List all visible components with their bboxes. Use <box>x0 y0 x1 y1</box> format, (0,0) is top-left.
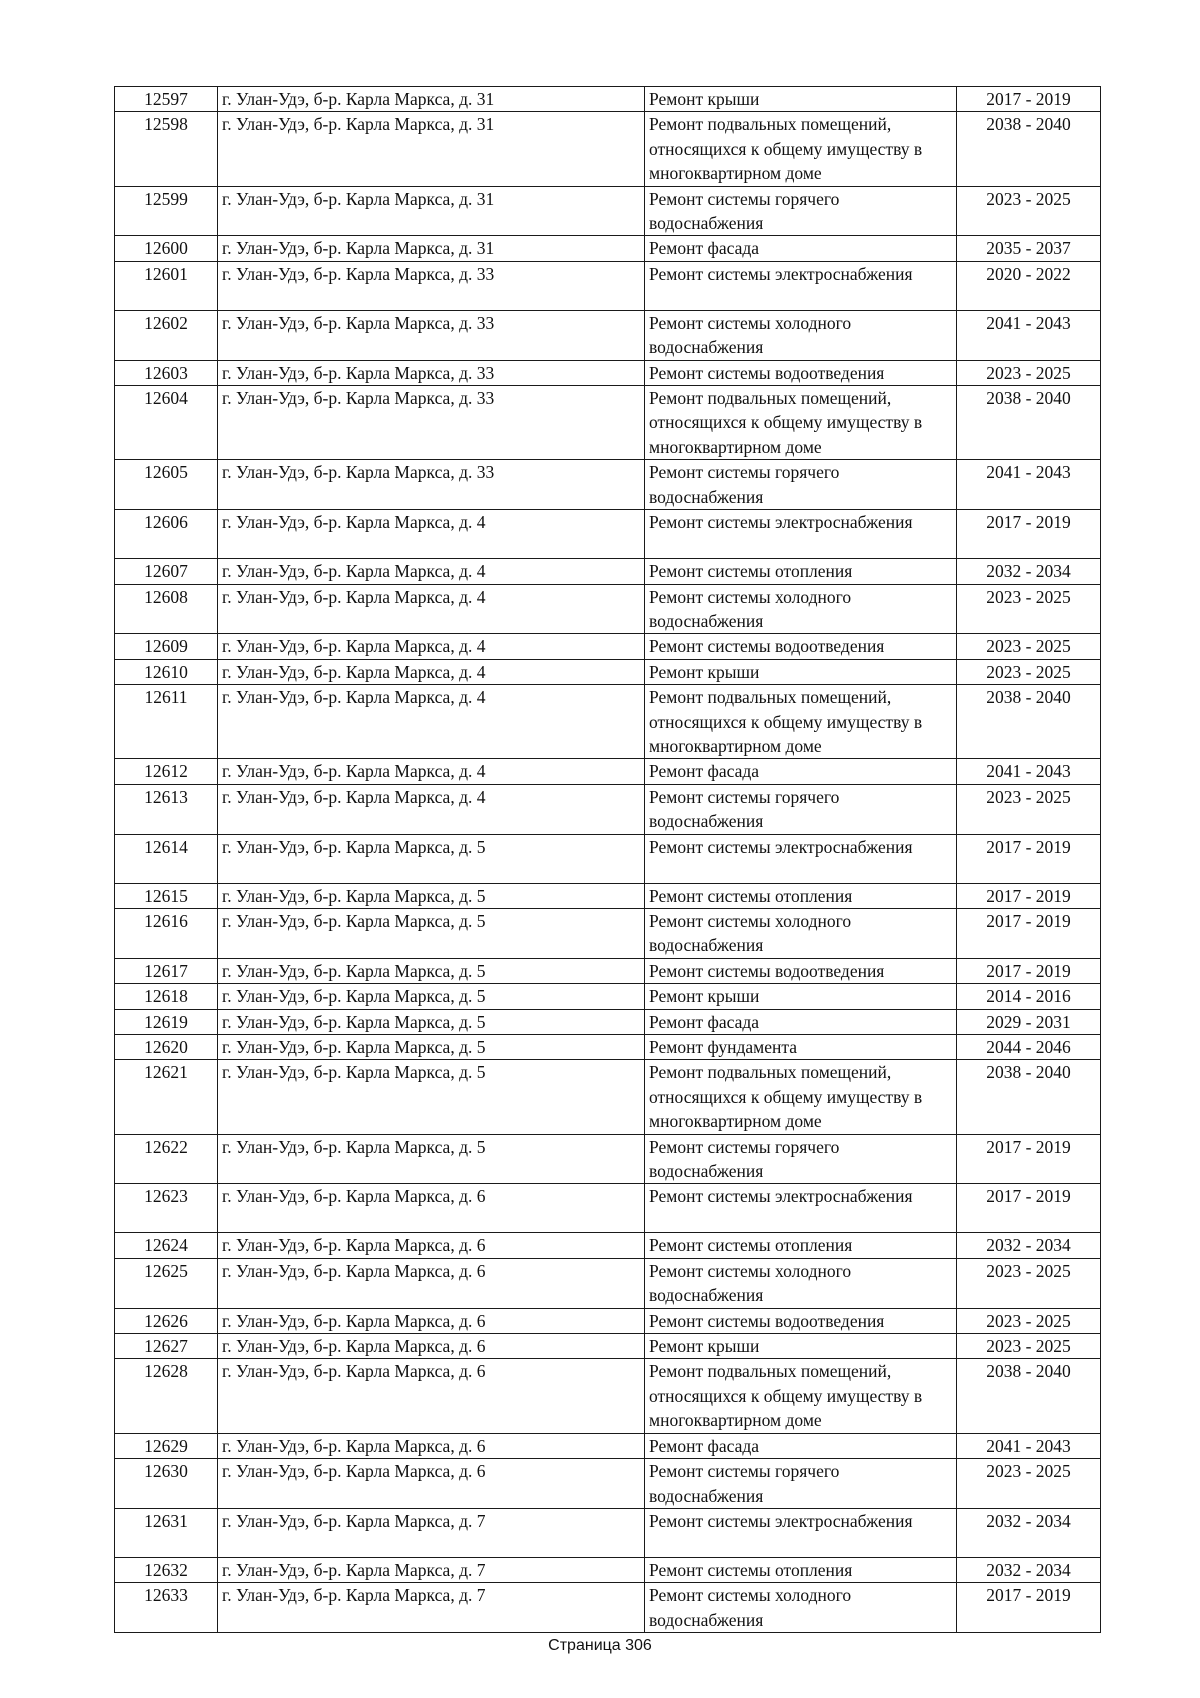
row-number-cell: 12633 <box>115 1583 218 1633</box>
row-number-cell: 12610 <box>115 659 218 684</box>
table-row <box>115 87 1101 112</box>
address-cell: г. Улан-Удэ, б-р. Карла Маркса, д. 6 <box>218 1308 645 1333</box>
row-number-cell: 12598 <box>115 112 218 186</box>
table-row <box>115 559 1101 584</box>
period-cell: 2023 - 2025 <box>957 360 1101 385</box>
period-cell: 2038 - 2040 <box>957 685 1101 759</box>
work-type-cell: Ремонт фундамента <box>645 1035 957 1060</box>
period-cell: 2020 - 2022 <box>957 261 1101 310</box>
row-number-cell: 12627 <box>115 1334 218 1359</box>
address-cell: г. Улан-Удэ, б-р. Карла Маркса, д. 5 <box>218 908 645 958</box>
work-type-cell: Ремонт системы холодного водоснабжения <box>645 584 957 634</box>
table-row <box>115 1060 1101 1134</box>
address-cell: г. Улан-Удэ, б-р. Карла Маркса, д. 6 <box>218 1184 645 1233</box>
work-type-cell: Ремонт крыши <box>645 87 957 112</box>
period-cell: 2038 - 2040 <box>957 386 1101 460</box>
address-cell: г. Улан-Удэ, б-р. Карла Маркса, д. 4 <box>218 759 645 784</box>
address-cell: г. Улан-Удэ, б-р. Карла Маркса, д. 31 <box>218 236 645 261</box>
table-row <box>115 1583 1101 1633</box>
row-number-cell: 12606 <box>115 510 218 559</box>
table-row <box>115 908 1101 958</box>
period-cell: 2023 - 2025 <box>957 186 1101 236</box>
row-number-cell: 12605 <box>115 460 218 510</box>
row-number-cell: 12600 <box>115 236 218 261</box>
address-cell: г. Улан-Удэ, б-р. Карла Маркса, д. 5 <box>218 958 645 983</box>
period-cell: 2023 - 2025 <box>957 584 1101 634</box>
table-row <box>115 1184 1101 1233</box>
row-number-cell: 12614 <box>115 834 218 883</box>
period-cell: 2023 - 2025 <box>957 659 1101 684</box>
table-row <box>115 1009 1101 1034</box>
period-cell: 2023 - 2025 <box>957 634 1101 659</box>
period-cell: 2041 - 2043 <box>957 759 1101 784</box>
row-number-cell: 12607 <box>115 559 218 584</box>
period-cell: 2032 - 2034 <box>957 1233 1101 1258</box>
row-number-cell: 12626 <box>115 1308 218 1333</box>
work-type-cell: Ремонт системы холодного водоснабжения <box>645 908 957 958</box>
address-cell: г. Улан-Удэ, б-р. Карла Маркса, д. 4 <box>218 659 645 684</box>
table-row <box>115 784 1101 834</box>
period-cell: 2017 - 2019 <box>957 908 1101 958</box>
table-row <box>115 1557 1101 1582</box>
address-cell: г. Улан-Удэ, б-р. Карла Маркса, д. 31 <box>218 87 645 112</box>
table-row <box>115 1459 1101 1509</box>
work-type-cell: Ремонт подвальных помещений, относящихся к общему имуществу в многоквартирном доме <box>645 1359 957 1433</box>
table-row <box>115 186 1101 236</box>
table-row <box>115 584 1101 634</box>
address-cell: г. Улан-Удэ, б-р. Карла Маркса, д. 4 <box>218 685 645 759</box>
table-row <box>115 659 1101 684</box>
table-row <box>115 1508 1101 1557</box>
period-cell: 2014 - 2016 <box>957 984 1101 1009</box>
work-type-cell: Ремонт системы горячего водоснабжения <box>645 784 957 834</box>
work-type-cell: Ремонт системы электроснабжения <box>645 261 957 310</box>
address-cell: г. Улан-Удэ, б-р. Карла Маркса, д. 5 <box>218 1035 645 1060</box>
table-row <box>115 360 1101 385</box>
document-page <box>114 86 1100 1633</box>
work-type-cell: Ремонт системы отопления <box>645 883 957 908</box>
address-cell: г. Улан-Удэ, б-р. Карла Маркса, д. 6 <box>218 1258 645 1308</box>
row-number-cell: 12609 <box>115 634 218 659</box>
table-row <box>115 1308 1101 1333</box>
table-row <box>115 834 1101 883</box>
row-number-cell: 12622 <box>115 1134 218 1184</box>
row-number-cell: 12630 <box>115 1459 218 1509</box>
period-cell: 2017 - 2019 <box>957 883 1101 908</box>
repair-schedule-table <box>114 86 1101 1633</box>
row-number-cell: 12620 <box>115 1035 218 1060</box>
row-number-cell: 12615 <box>115 883 218 908</box>
period-cell: 2017 - 2019 <box>957 958 1101 983</box>
address-cell: г. Улан-Удэ, б-р. Карла Маркса, д. 31 <box>218 186 645 236</box>
table-row <box>115 634 1101 659</box>
row-number-cell: 12599 <box>115 186 218 236</box>
table-body <box>115 87 1101 1633</box>
work-type-cell: Ремонт крыши <box>645 1334 957 1359</box>
work-type-cell: Ремонт системы электроснабжения <box>645 510 957 559</box>
table-row <box>115 261 1101 310</box>
table-row <box>115 460 1101 510</box>
period-cell: 2041 - 2043 <box>957 310 1101 360</box>
work-type-cell: Ремонт подвальных помещений, относящихся к общему имуществу в многоквартирном доме <box>645 386 957 460</box>
period-cell: 2041 - 2043 <box>957 460 1101 510</box>
address-cell: г. Улан-Удэ, б-р. Карла Маркса, д. 4 <box>218 510 645 559</box>
address-cell: г. Улан-Удэ, б-р. Карла Маркса, д. 7 <box>218 1583 645 1633</box>
table-row <box>115 1233 1101 1258</box>
row-number-cell: 12608 <box>115 584 218 634</box>
period-cell: 2023 - 2025 <box>957 1308 1101 1333</box>
row-number-cell: 12604 <box>115 386 218 460</box>
table-row <box>115 510 1101 559</box>
period-cell: 2023 - 2025 <box>957 1258 1101 1308</box>
row-number-cell: 12629 <box>115 1433 218 1458</box>
period-cell: 2017 - 2019 <box>957 1184 1101 1233</box>
row-number-cell: 12612 <box>115 759 218 784</box>
row-number-cell: 12619 <box>115 1009 218 1034</box>
work-type-cell: Ремонт системы холодного водоснабжения <box>645 1258 957 1308</box>
address-cell: г. Улан-Удэ, б-р. Карла Маркса, д. 33 <box>218 360 645 385</box>
work-type-cell: Ремонт подвальных помещений, относящихся к общему имуществу в многоквартирном доме <box>645 685 957 759</box>
work-type-cell: Ремонт системы горячего водоснабжения <box>645 186 957 236</box>
table-row <box>115 1134 1101 1184</box>
work-type-cell: Ремонт фасада <box>645 236 957 261</box>
address-cell: г. Улан-Удэ, б-р. Карла Маркса, д. 4 <box>218 584 645 634</box>
table-row <box>115 112 1101 186</box>
period-cell: 2044 - 2046 <box>957 1035 1101 1060</box>
table-row <box>115 958 1101 983</box>
work-type-cell: Ремонт системы электроснабжения <box>645 1184 957 1233</box>
address-cell: г. Улан-Удэ, б-р. Карла Маркса, д. 6 <box>218 1433 645 1458</box>
table-row <box>115 1359 1101 1433</box>
row-number-cell: 12603 <box>115 360 218 385</box>
period-cell: 2017 - 2019 <box>957 87 1101 112</box>
period-cell: 2029 - 2031 <box>957 1009 1101 1034</box>
row-number-cell: 12631 <box>115 1508 218 1557</box>
address-cell: г. Улан-Удэ, б-р. Карла Маркса, д. 5 <box>218 883 645 908</box>
period-cell: 2023 - 2025 <box>957 1334 1101 1359</box>
address-cell: г. Улан-Удэ, б-р. Карла Маркса, д. 33 <box>218 261 645 310</box>
period-cell: 2032 - 2034 <box>957 1557 1101 1582</box>
work-type-cell: Ремонт крыши <box>645 984 957 1009</box>
row-number-cell: 12632 <box>115 1557 218 1582</box>
address-cell: г. Улан-Удэ, б-р. Карла Маркса, д. 33 <box>218 310 645 360</box>
work-type-cell: Ремонт системы холодного водоснабжения <box>645 1583 957 1633</box>
period-cell: 2038 - 2040 <box>957 112 1101 186</box>
address-cell: г. Улан-Удэ, б-р. Карла Маркса, д. 4 <box>218 634 645 659</box>
table-row <box>115 759 1101 784</box>
period-cell: 2038 - 2040 <box>957 1359 1101 1433</box>
period-cell: 2017 - 2019 <box>957 834 1101 883</box>
work-type-cell: Ремонт системы холодного водоснабжения <box>645 310 957 360</box>
period-cell: 2038 - 2040 <box>957 1060 1101 1134</box>
period-cell: 2017 - 2019 <box>957 1134 1101 1184</box>
work-type-cell: Ремонт системы горячего водоснабжения <box>645 460 957 510</box>
work-type-cell: Ремонт системы водоотведения <box>645 1308 957 1333</box>
address-cell: г. Улан-Удэ, б-р. Карла Маркса, д. 6 <box>218 1459 645 1509</box>
work-type-cell: Ремонт фасада <box>645 1009 957 1034</box>
address-cell: г. Улан-Удэ, б-р. Карла Маркса, д. 5 <box>218 984 645 1009</box>
work-type-cell: Ремонт крыши <box>645 659 957 684</box>
period-cell: 2035 - 2037 <box>957 236 1101 261</box>
address-cell: г. Улан-Удэ, б-р. Карла Маркса, д. 7 <box>218 1557 645 1582</box>
address-cell: г. Улан-Удэ, б-р. Карла Маркса, д. 5 <box>218 1060 645 1134</box>
work-type-cell: Ремонт фасада <box>645 1433 957 1458</box>
work-type-cell: Ремонт подвальных помещений, относящихся к общему имуществу в многоквартирном доме <box>645 1060 957 1134</box>
address-cell: г. Улан-Удэ, б-р. Карла Маркса, д. 4 <box>218 784 645 834</box>
address-cell: г. Улан-Удэ, б-р. Карла Маркса, д. 31 <box>218 112 645 186</box>
work-type-cell: Ремонт системы горячего водоснабжения <box>645 1134 957 1184</box>
row-number-cell: 12628 <box>115 1359 218 1433</box>
work-type-cell: Ремонт подвальных помещений, относящихся к общему имуществу в многоквартирном доме <box>645 112 957 186</box>
table-row <box>115 386 1101 460</box>
work-type-cell: Ремонт системы отопления <box>645 1557 957 1582</box>
row-number-cell: 12625 <box>115 1258 218 1308</box>
period-cell: 2032 - 2034 <box>957 1508 1101 1557</box>
work-type-cell: Ремонт системы водоотведения <box>645 360 957 385</box>
row-number-cell: 12597 <box>115 87 218 112</box>
work-type-cell: Ремонт системы электроснабжения <box>645 1508 957 1557</box>
period-cell: 2023 - 2025 <box>957 1459 1101 1509</box>
work-type-cell: Ремонт системы электроснабжения <box>645 834 957 883</box>
table-row <box>115 984 1101 1009</box>
row-number-cell: 12617 <box>115 958 218 983</box>
table-row <box>115 883 1101 908</box>
table-row <box>115 236 1101 261</box>
work-type-cell: Ремонт системы водоотведения <box>645 634 957 659</box>
page-number: Страница 306 <box>548 1637 652 1654</box>
table-row <box>115 1035 1101 1060</box>
table-row <box>115 685 1101 759</box>
address-cell: г. Улан-Удэ, б-р. Карла Маркса, д. 7 <box>218 1508 645 1557</box>
address-cell: г. Улан-Удэ, б-р. Карла Маркса, д. 4 <box>218 559 645 584</box>
address-cell: г. Улан-Удэ, б-р. Карла Маркса, д. 33 <box>218 460 645 510</box>
address-cell: г. Улан-Удэ, б-р. Карла Маркса, д. 5 <box>218 1009 645 1034</box>
address-cell: г. Улан-Удэ, б-р. Карла Маркса, д. 33 <box>218 386 645 460</box>
work-type-cell: Ремонт системы водоотведения <box>645 958 957 983</box>
row-number-cell: 12601 <box>115 261 218 310</box>
work-type-cell: Ремонт системы отопления <box>645 1233 957 1258</box>
row-number-cell: 12602 <box>115 310 218 360</box>
address-cell: г. Улан-Удэ, б-р. Карла Маркса, д. 6 <box>218 1359 645 1433</box>
address-cell: г. Улан-Удэ, б-р. Карла Маркса, д. 6 <box>218 1233 645 1258</box>
period-cell: 2041 - 2043 <box>957 1433 1101 1458</box>
table-row <box>115 1433 1101 1458</box>
work-type-cell: Ремонт фасада <box>645 759 957 784</box>
row-number-cell: 12623 <box>115 1184 218 1233</box>
period-cell: 2032 - 2034 <box>957 559 1101 584</box>
table-row <box>115 1258 1101 1308</box>
row-number-cell: 12618 <box>115 984 218 1009</box>
row-number-cell: 12611 <box>115 685 218 759</box>
address-cell: г. Улан-Удэ, б-р. Карла Маркса, д. 6 <box>218 1334 645 1359</box>
row-number-cell: 12616 <box>115 908 218 958</box>
work-type-cell: Ремонт системы отопления <box>645 559 957 584</box>
row-number-cell: 12613 <box>115 784 218 834</box>
table-row <box>115 310 1101 360</box>
row-number-cell: 12624 <box>115 1233 218 1258</box>
period-cell: 2017 - 2019 <box>957 510 1101 559</box>
table-row <box>115 1334 1101 1359</box>
row-number-cell: 12621 <box>115 1060 218 1134</box>
address-cell: г. Улан-Удэ, б-р. Карла Маркса, д. 5 <box>218 834 645 883</box>
address-cell: г. Улан-Удэ, б-р. Карла Маркса, д. 5 <box>218 1134 645 1184</box>
period-cell: 2023 - 2025 <box>957 784 1101 834</box>
period-cell: 2017 - 2019 <box>957 1583 1101 1633</box>
work-type-cell: Ремонт системы горячего водоснабжения <box>645 1459 957 1509</box>
